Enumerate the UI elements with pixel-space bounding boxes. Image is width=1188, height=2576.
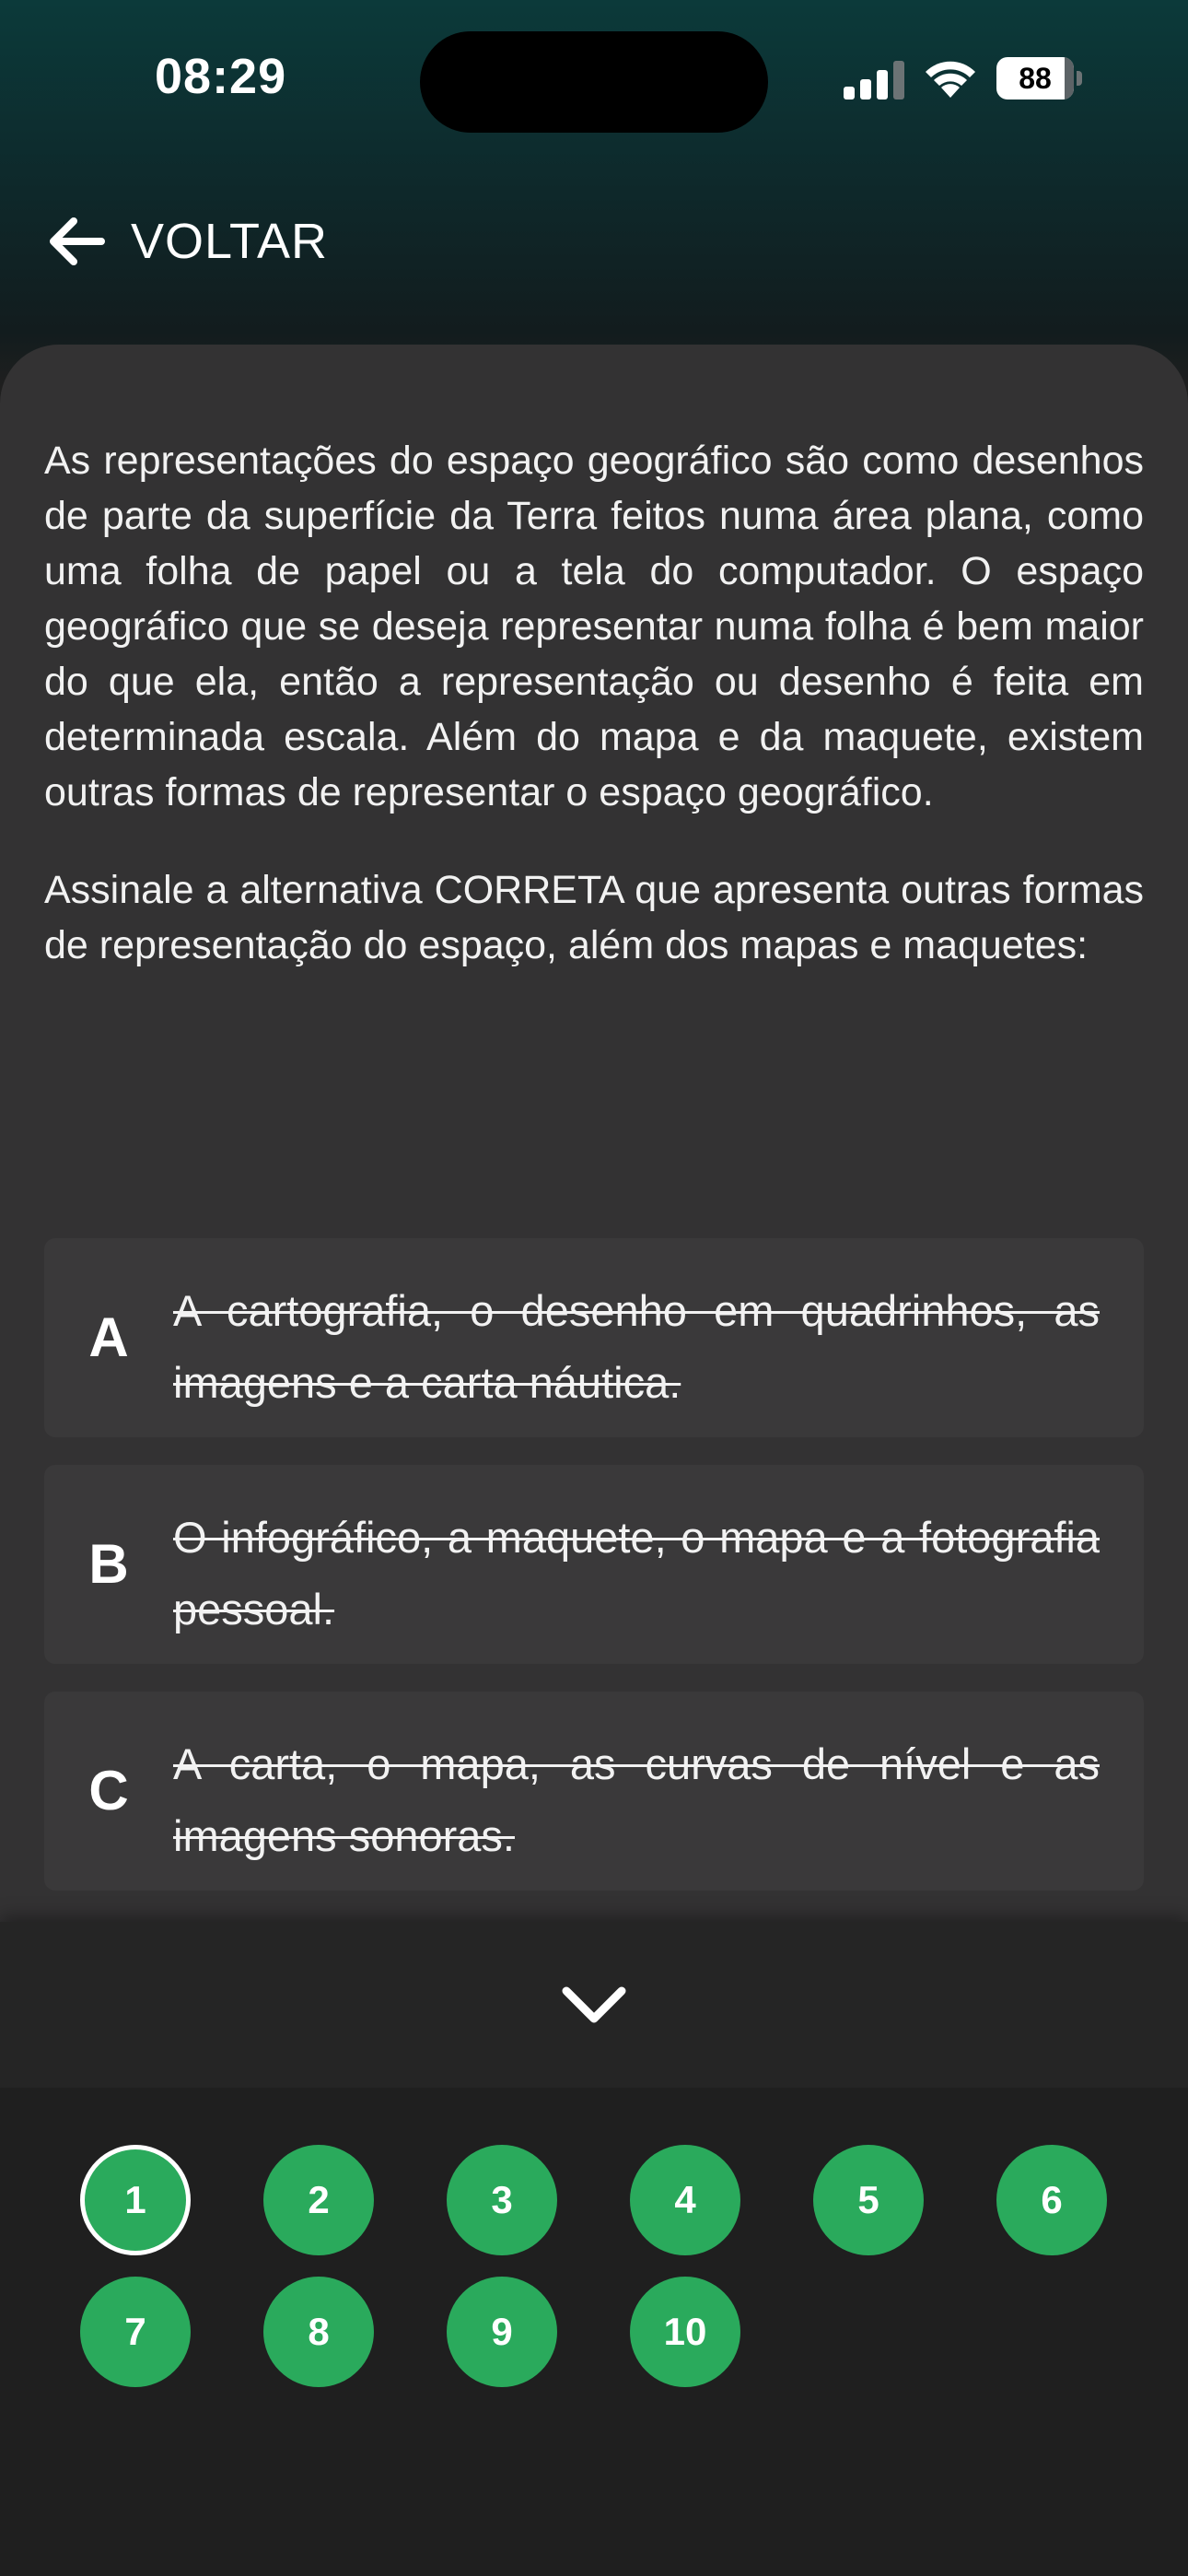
option-text: A cartografia, o desenho em quadrinhos, as imagens e a carta náutica.	[173, 1286, 1100, 1407]
cellular-signal-icon	[842, 61, 906, 100]
collapse-navigator-button[interactable]	[0, 1922, 1188, 2088]
option-letter: B	[88, 1533, 129, 1595]
status-time: 08:29	[155, 49, 287, 104]
dynamic-island	[420, 31, 768, 133]
back-button[interactable]	[44, 205, 328, 278]
question-button-4[interactable]: 4	[630, 2145, 740, 2255]
question-button-5[interactable]: 5	[813, 2145, 924, 2255]
question-prompt: Assinale a alternativa CORRETA que apresenta outras formas de representação do espaço, além dos mapas e maquetes:	[44, 868, 1144, 967]
question-statement	[44, 433, 1144, 1015]
question-button-10[interactable]: 10	[630, 2277, 740, 2387]
chevron-down-icon	[557, 1977, 631, 2032]
option-letter: C	[88, 1760, 129, 1821]
question-button-8[interactable]: 8	[263, 2277, 374, 2387]
back-label: VOLTAR	[131, 214, 329, 269]
option-text: A carta, o mapa, as curvas de nível e as imagens sonoras.	[173, 1739, 1100, 1860]
wifi-icon	[921, 55, 980, 100]
question-paragraph: As representações do espaço geográfico são como desenhos de parte da superfície da Terra feitos numa área plana, como uma folha de papel ou a tela do computador. O espaço geográfico que se deseja representar numa folha é bem maior do que ela, então a representação ou desenho é feita em determinada escala. Além do mapa e da maquete, existem outras formas de representar o espaço geográfico.	[44, 439, 1144, 814]
question-button-3[interactable]: 3	[447, 2145, 557, 2255]
option-a[interactable]	[44, 1238, 1144, 1437]
question-button-7[interactable]: 7	[80, 2277, 191, 2387]
option-text: O infográfico, a maquete, o mapa e a fotografia pessoal.	[173, 1513, 1100, 1633]
option-b[interactable]	[44, 1465, 1144, 1664]
question-button-9[interactable]: 9	[447, 2277, 557, 2387]
option-letter: A	[88, 1306, 129, 1368]
option-c[interactable]	[44, 1692, 1144, 1891]
battery-level: 88	[1019, 62, 1052, 95]
question-navigator	[0, 1922, 1188, 2576]
question-button-1[interactable]: 1	[80, 2145, 191, 2255]
question-button-6[interactable]: 6	[996, 2145, 1107, 2255]
question-button-2[interactable]: 2	[263, 2145, 374, 2255]
battery-icon	[996, 57, 1081, 100]
arrow-left-icon	[44, 209, 109, 274]
